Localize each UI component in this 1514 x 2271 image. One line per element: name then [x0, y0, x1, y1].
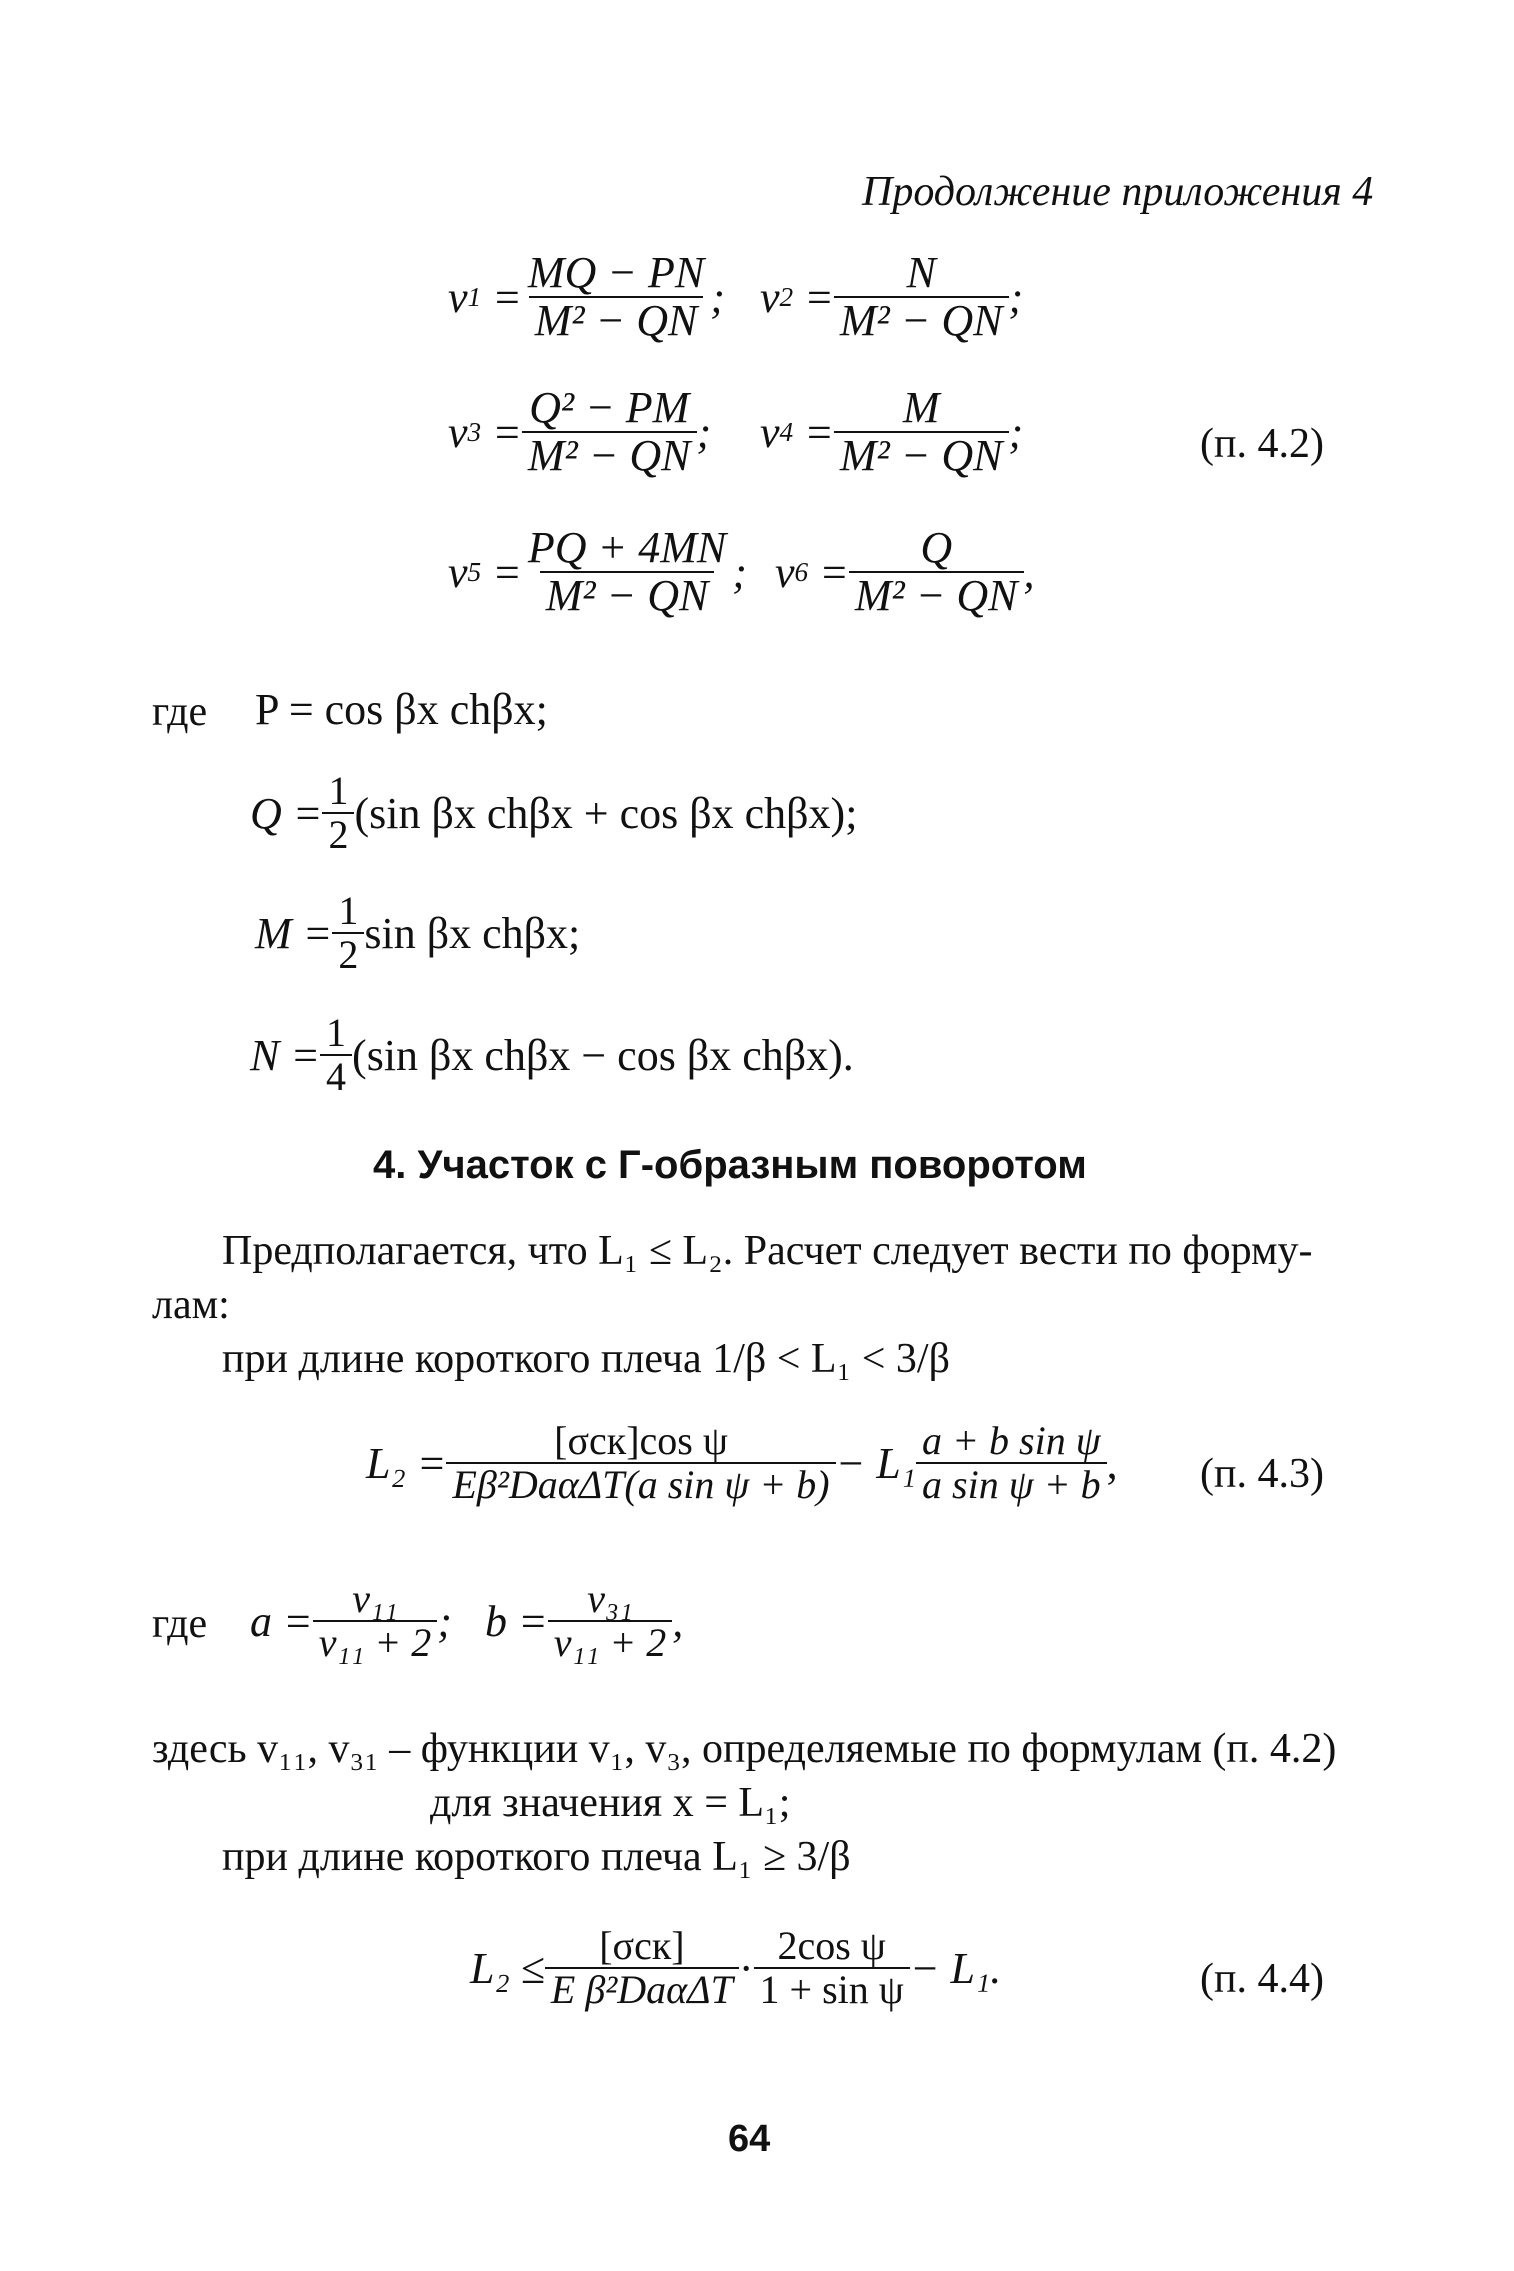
v2-numerator: N [906, 248, 936, 297]
v4-sep: ; [1008, 407, 1024, 457]
v5-numerator: PQ + 4MN [527, 523, 727, 572]
f43-tail: , [1106, 1438, 1118, 1488]
para1-line3: при длине короткого плеча 1/β < L₁ < 3/β [222, 1336, 950, 1382]
f44-den1: E β²DaαΔT [545, 1967, 739, 2011]
M-num: 1 [338, 888, 359, 933]
Q-den: 2 [322, 812, 354, 856]
formula-4-4 [470, 1925, 1001, 2011]
a-den: v₁₁ + 2 [313, 1620, 438, 1664]
where-word-2: где [152, 1601, 208, 1647]
formula-v6: v 6 = $\frac{Q}{\text{M² − QN}}$ , [775, 523, 1035, 621]
N-num: 1 [326, 1010, 347, 1055]
v4-denominator: M² − QN [834, 431, 1009, 479]
f44-tail: − L₁. [909, 1943, 1002, 1993]
para2-line1: здесь v₁₁, v₃₁ – функции v₁, v₃, определяемые по формулам (п. 4.2) [152, 1726, 1337, 1772]
f43-num1: [σск]cos ψ [554, 1418, 728, 1463]
formula-v2: v 2 = $\frac{N}{\text{M² − QN}}$ ; [760, 248, 1024, 346]
formula-a [250, 1578, 452, 1664]
v4-lhs: v [760, 407, 780, 457]
v1-sep: ; [710, 272, 725, 322]
f44-lhs: L₂ ≤ [470, 1943, 545, 1993]
v6-sep: , [1023, 547, 1035, 597]
f44-dot: · [738, 1943, 754, 1993]
v5-denominator: M² − QN [540, 571, 715, 619]
a-sep: ; [437, 1596, 452, 1646]
v3-denominator: M² − QN [522, 431, 697, 479]
formula-v3: v 3 = $\frac{\text{Q² − PM}}{\text{M² − QN}}$ ; [448, 383, 712, 481]
f44-num2: 2cos ψ [777, 1923, 886, 1968]
formula-4-3 [366, 1420, 1118, 1506]
N-rhs: (sin βx chβx − cos βx chβx). [352, 1030, 854, 1080]
v3-sep: ; [696, 407, 712, 457]
v5-lhs: v [448, 547, 468, 597]
f44-num1: [σск] [599, 1923, 685, 1968]
para1-line1: Предполагается, что L₁ ≤ L₂. Расчет следует вести по форму- [222, 1228, 1313, 1274]
formula-P: P = cos βx chβx; [255, 685, 548, 734]
where-word-1: где [152, 689, 208, 735]
f44-den2: 1 + sin ψ [754, 1967, 910, 2011]
N-den: 4 [320, 1054, 352, 1098]
page-number: 64 [728, 2118, 771, 2160]
formula-M [255, 890, 580, 976]
para2-line3: при длине короткого плеча L₁ ≥ 3/β [222, 1834, 851, 1880]
formula-ref-4-4: (п. 4.4) [1200, 1956, 1324, 2002]
formula-ref-4-3: (п. 4.3) [1200, 1451, 1324, 1497]
a-lhs: a = [250, 1596, 313, 1646]
f43-den1: Eβ²DaαΔT(a sin ψ + b) [446, 1462, 835, 1506]
v2-denominator: M² − QN [834, 296, 1009, 344]
v6-denominator: M² − QN [849, 571, 1024, 619]
continuation-header: Продолжение приложения 4 [862, 169, 1374, 215]
v1-lhs: v [448, 272, 468, 322]
b-den: v₁₁ + 2 [548, 1620, 673, 1664]
formula-ref-4-2: (п. 4.2) [1200, 421, 1324, 467]
Q-lhs: Q = [250, 788, 323, 838]
a-num: v₁₁ [352, 1576, 398, 1621]
formula-N [250, 1012, 854, 1098]
f43-lhs: L₂ = [366, 1438, 447, 1488]
N-lhs: N = [250, 1030, 321, 1080]
formula-b [485, 1578, 683, 1664]
M-rhs: sin βx chβx; [364, 908, 581, 958]
b-num: v₃₁ [587, 1576, 633, 1621]
f43-mid: − L₁ [835, 1438, 917, 1488]
formula-v5: v 5 = $\frac{PQ + 4MN}{\text{M² − QN}}$ ; [448, 523, 747, 621]
f43-num2: a + b sin ψ [922, 1418, 1101, 1463]
Q-rhs: (sin βx chβx + cos βx chβx); [354, 788, 858, 838]
formula-v1: v 1 = $\frac{MQ - PN}{\text{M² − QN}}$ ; [448, 248, 725, 346]
f43-den2: a sin ψ + b [916, 1462, 1107, 1506]
v2-sep: ; [1008, 272, 1024, 322]
v6-numerator: Q [920, 523, 953, 572]
v4-numerator: M [902, 383, 940, 432]
v5-sep: ; [732, 547, 747, 597]
v1-numerator: MQ − PN [527, 248, 705, 297]
M-den: 2 [332, 932, 364, 976]
para2-line2: для значения x = L₁; [430, 1780, 791, 1826]
v2-lhs: v [760, 272, 780, 322]
formula-v4: v 4 = $\frac{M}{\text{M² − QN}}$ ; [760, 383, 1024, 481]
v1-denominator: M² − QN [529, 296, 704, 344]
section-title: 4. Участок с Г-образным поворотом [373, 1143, 1087, 1187]
para1-line2: лам: [152, 1282, 230, 1328]
v3-numerator: Q² − PM [529, 383, 690, 432]
formula-Q [250, 770, 857, 856]
M-lhs: M = [255, 908, 333, 958]
b-lhs: b = [485, 1596, 548, 1646]
v6-lhs: v [775, 547, 795, 597]
v3-lhs: v [448, 407, 468, 457]
b-sep: , [672, 1596, 684, 1646]
Q-num: 1 [328, 768, 349, 813]
